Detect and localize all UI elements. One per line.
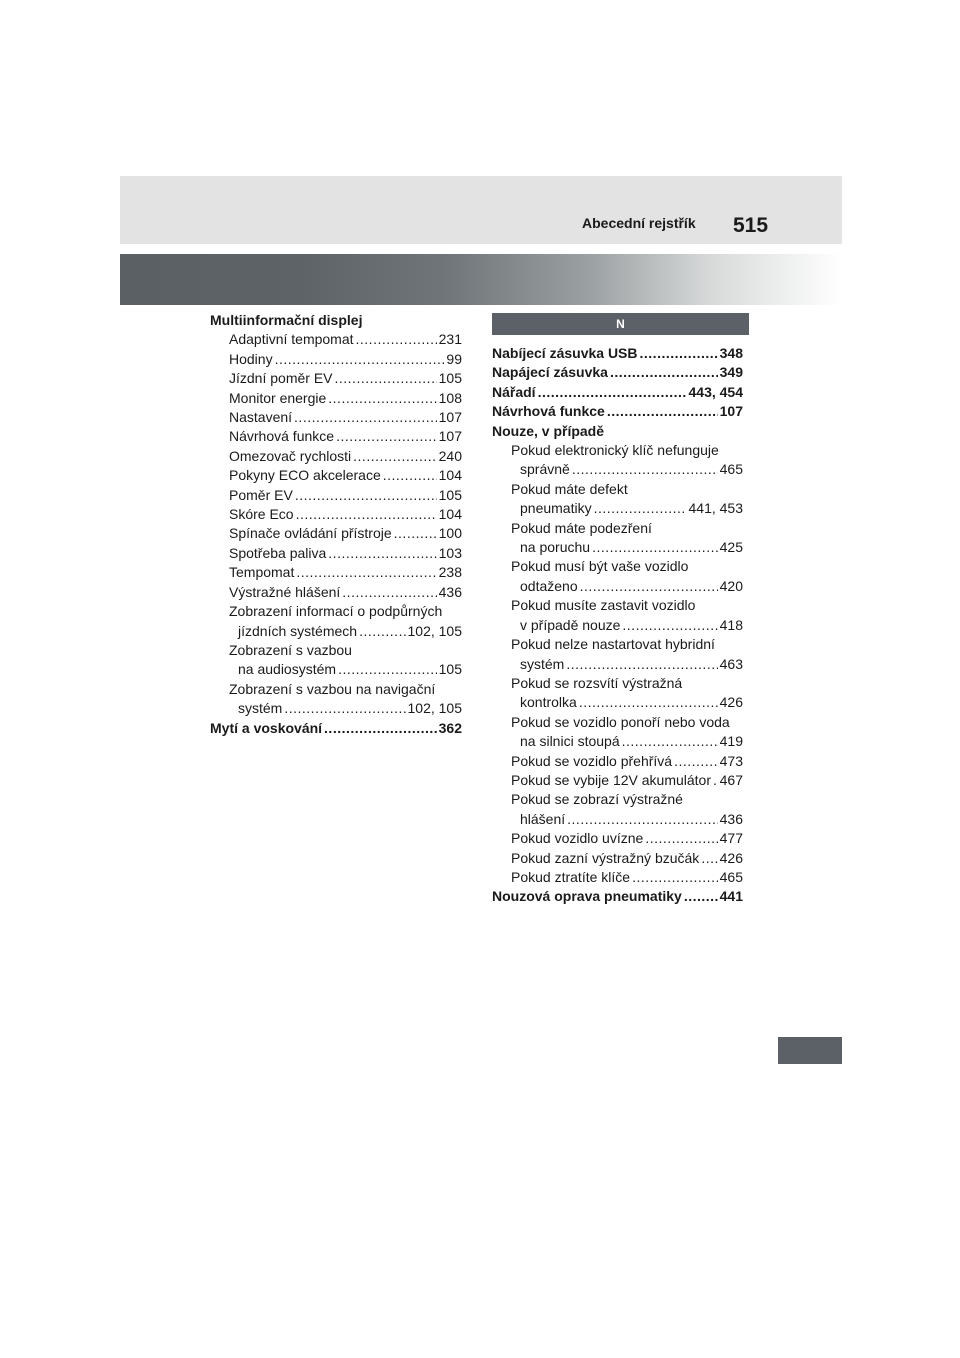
index-entry-text: odtaženo bbox=[520, 577, 578, 594]
index-entry bbox=[492, 616, 743, 635]
index-column-left bbox=[210, 311, 462, 738]
dot-leader bbox=[353, 447, 436, 466]
index-entry-page: 473 bbox=[719, 752, 743, 769]
index-entry-page: 108 bbox=[438, 389, 462, 406]
index-entry bbox=[492, 635, 743, 654]
index-entry bbox=[492, 887, 743, 906]
index-entry-text: Pokud máte podezření bbox=[511, 519, 652, 536]
index-entry-text: Spotřeba paliva bbox=[229, 544, 327, 561]
index-entry bbox=[210, 544, 462, 563]
index-entry-page: 441 bbox=[719, 888, 743, 905]
index-entry-page: 362 bbox=[438, 719, 462, 736]
index-entry bbox=[210, 369, 462, 388]
index-entry-text: Pokud vozidlo uvízne bbox=[511, 830, 644, 847]
dot-leader bbox=[328, 544, 436, 563]
dot-leader bbox=[394, 524, 437, 543]
index-entry-page: 436 bbox=[719, 810, 743, 827]
index-entry-text: Poměr EV bbox=[229, 486, 293, 503]
dot-leader bbox=[538, 383, 687, 402]
index-entry-text: kontrolka bbox=[520, 694, 577, 711]
dot-leader bbox=[640, 344, 718, 363]
index-entry-text: Zobrazení s vazbou na navigační bbox=[229, 680, 436, 697]
index-entry-text: Monitor energie bbox=[229, 389, 327, 406]
dot-leader bbox=[579, 693, 718, 712]
index-entry-page: 105 bbox=[438, 661, 462, 678]
index-entry bbox=[210, 505, 462, 524]
index-entry bbox=[210, 486, 462, 505]
index-entry bbox=[492, 810, 743, 829]
index-entry-page: 107 bbox=[719, 403, 743, 420]
index-entry bbox=[492, 538, 743, 557]
letter-heading: N bbox=[492, 313, 749, 335]
index-entry-text: Pokud zazní výstražný bzučák bbox=[511, 849, 700, 866]
index-entry bbox=[492, 829, 743, 848]
index-entry bbox=[492, 499, 743, 518]
index-entry-text: Pokud se vozidlo ponoří nebo voda bbox=[511, 713, 730, 730]
index-entry bbox=[210, 719, 462, 738]
index-entry bbox=[492, 519, 743, 538]
index-entry-page: 104 bbox=[438, 506, 462, 523]
dot-leader bbox=[296, 563, 436, 582]
index-entry-page: 463 bbox=[719, 655, 743, 672]
index-entry bbox=[492, 363, 743, 382]
dot-leader bbox=[324, 719, 437, 738]
index-entry-text: Pokud máte defekt bbox=[511, 480, 628, 497]
index-entry bbox=[492, 693, 743, 712]
index-entry-text: Skóre Eco bbox=[229, 506, 294, 523]
index-entry bbox=[210, 622, 462, 641]
index-entry-page: 467 bbox=[719, 771, 743, 788]
index-entry bbox=[492, 344, 743, 363]
index-column-right bbox=[492, 344, 743, 907]
index-entry-page: 102, 105 bbox=[407, 700, 462, 717]
index-entry bbox=[492, 849, 743, 868]
dot-leader bbox=[383, 466, 437, 485]
index-entry-page: 240 bbox=[438, 447, 462, 464]
index-entry-text: jízdních systémech bbox=[238, 622, 358, 639]
index-entry-text: Pokyny ECO akcelerace bbox=[229, 467, 381, 484]
index-entry bbox=[210, 466, 462, 485]
index-entry-text: Pokud musí být vaše vozidlo bbox=[511, 558, 689, 575]
index-entry-text: Návrhová funkce bbox=[492, 403, 605, 420]
dot-leader bbox=[328, 389, 436, 408]
index-entry-text: na silnici stoupá bbox=[520, 733, 620, 750]
index-entry bbox=[492, 771, 743, 790]
index-entry-text: Nouze, v případě bbox=[492, 422, 605, 439]
index-entry-page: 426 bbox=[719, 849, 743, 866]
section-title: Abecední rejstřík bbox=[582, 215, 696, 231]
index-entry-text: Pokud elektronický klíč nefunguje bbox=[511, 442, 719, 459]
index-entry bbox=[210, 660, 462, 679]
index-entry bbox=[492, 596, 743, 615]
index-entry-text: Multiinformační displej bbox=[210, 312, 363, 328]
index-entry-text: Omezovač rychlosti bbox=[229, 447, 352, 464]
index-entry bbox=[210, 583, 462, 602]
index-entry-text: Tempomat bbox=[229, 564, 295, 581]
index-entry bbox=[210, 311, 462, 330]
index-entry-text: na audiosystém bbox=[238, 661, 337, 678]
dot-leader bbox=[622, 732, 718, 751]
index-entry-page: 420 bbox=[719, 577, 743, 594]
index-entry-text: Pokud nelze nastartovat hybridní bbox=[511, 636, 715, 653]
gradient-band bbox=[120, 254, 842, 305]
index-entry-text: Nabíjecí zásuvka USB bbox=[492, 345, 638, 361]
dot-leader bbox=[356, 330, 437, 349]
index-entry-text: Nastavení bbox=[229, 409, 293, 426]
dot-leader bbox=[594, 499, 687, 518]
chapter-tab bbox=[778, 1037, 842, 1064]
index-entry bbox=[210, 563, 462, 582]
index-entry-page: 436 bbox=[438, 583, 462, 600]
index-entry-page: 465 bbox=[719, 461, 743, 478]
index-entry bbox=[492, 868, 743, 887]
dot-leader bbox=[713, 771, 718, 790]
dot-leader bbox=[580, 577, 718, 596]
dot-leader bbox=[684, 887, 718, 906]
index-entry-page: 102, 105 bbox=[407, 622, 462, 639]
index-entry-text: systém bbox=[520, 655, 565, 672]
index-entry-text: Nářadí bbox=[492, 383, 536, 400]
index-entry-text: Pokud se zobrazí výstražné bbox=[511, 791, 683, 808]
dot-leader bbox=[566, 655, 717, 674]
index-entry-text: Nouzová oprava pneumatiky bbox=[492, 888, 682, 905]
index-entry bbox=[492, 674, 743, 693]
index-entry bbox=[492, 402, 743, 421]
dot-leader bbox=[335, 369, 437, 388]
index-entry-text: Návrhová funkce bbox=[229, 428, 335, 445]
dot-leader bbox=[275, 350, 445, 369]
dot-leader bbox=[296, 505, 437, 524]
index-entry bbox=[210, 602, 462, 621]
index-entry-page: 105 bbox=[438, 370, 462, 387]
dot-leader bbox=[701, 849, 717, 868]
index-entry bbox=[492, 655, 743, 674]
index-entry-page: 419 bbox=[719, 733, 743, 750]
index-entry-page: 107 bbox=[438, 409, 462, 426]
index-entry-text: systém bbox=[238, 700, 283, 717]
dot-leader bbox=[359, 622, 405, 641]
index-entry-page: 465 bbox=[719, 868, 743, 885]
index-entry-text: v případě nouze bbox=[520, 616, 621, 633]
index-entry bbox=[210, 524, 462, 543]
index-entry-page: 348 bbox=[719, 345, 743, 361]
index-entry bbox=[210, 427, 462, 446]
index-entry-page: 349 bbox=[719, 364, 743, 381]
index-entry bbox=[210, 699, 462, 718]
index-entry-text: Zobrazení informací o podpůrných bbox=[229, 603, 443, 620]
index-entry-text: správně bbox=[520, 461, 570, 478]
dot-leader bbox=[294, 408, 437, 427]
dot-leader bbox=[674, 752, 718, 771]
page-number: 515 bbox=[733, 214, 769, 237]
index-entry-page: 238 bbox=[438, 564, 462, 581]
dot-leader bbox=[295, 486, 437, 505]
dot-leader bbox=[572, 460, 718, 479]
dot-leader bbox=[632, 868, 718, 887]
index-entry-page: 425 bbox=[719, 539, 743, 556]
dot-leader bbox=[338, 660, 437, 679]
index-entry bbox=[492, 752, 743, 771]
index-entry-page: 103 bbox=[438, 544, 462, 561]
index-entry bbox=[492, 383, 743, 402]
index-entry bbox=[210, 680, 462, 699]
index-entry-text: Pokud se vozidlo přehřívá bbox=[511, 752, 673, 769]
index-entry-page: 99 bbox=[446, 350, 462, 367]
index-entry bbox=[492, 422, 743, 441]
index-entry-page: 426 bbox=[719, 694, 743, 711]
index-entry-text: pneumatiky bbox=[520, 500, 592, 517]
index-entry-page: 441, 453 bbox=[688, 500, 743, 517]
dot-leader bbox=[592, 538, 718, 557]
index-entry bbox=[492, 577, 743, 596]
index-entry-text: Napájecí zásuvka bbox=[492, 364, 608, 381]
index-entry-text: Mytí a voskování bbox=[210, 719, 323, 736]
index-entry bbox=[210, 350, 462, 369]
index-entry bbox=[492, 460, 743, 479]
index-entry bbox=[210, 641, 462, 660]
index-entry-text: Zobrazení s vazbou bbox=[229, 641, 352, 658]
index-entry bbox=[492, 790, 743, 809]
index-entry-page: 443, 454 bbox=[688, 383, 743, 400]
dot-leader bbox=[622, 616, 717, 635]
index-entry bbox=[492, 557, 743, 576]
index-entry-text: Pokud se vybije 12V akumulátor bbox=[511, 771, 711, 788]
dot-leader bbox=[607, 402, 718, 421]
index-entry-text: Pokud ztratíte klíče bbox=[511, 868, 631, 885]
index-entry bbox=[492, 732, 743, 751]
index-entry bbox=[492, 441, 743, 460]
index-entry-page: 104 bbox=[438, 467, 462, 484]
index-entry-text: hlášení bbox=[520, 810, 566, 827]
dot-leader bbox=[645, 829, 717, 848]
index-entry-page: 105 bbox=[438, 486, 462, 503]
index-entry-page: 100 bbox=[438, 525, 462, 542]
index-entry-text: Výstražné hlášení bbox=[229, 583, 341, 600]
index-entry-text: Spínače ovládání přístroje bbox=[229, 525, 392, 542]
index-entry-text: na poruchu bbox=[520, 539, 591, 556]
index-entry bbox=[210, 447, 462, 466]
dot-leader bbox=[610, 363, 718, 382]
index-entry-text: Jízdní poměr EV bbox=[229, 370, 333, 387]
index-entry bbox=[210, 330, 462, 349]
dot-leader bbox=[567, 810, 717, 829]
index-entry-page: 231 bbox=[438, 331, 462, 348]
index-entry bbox=[210, 408, 462, 427]
dot-leader bbox=[342, 583, 436, 602]
index-entry bbox=[492, 713, 743, 732]
dot-leader bbox=[336, 427, 437, 446]
index-entry bbox=[210, 389, 462, 408]
index-entry bbox=[492, 480, 743, 499]
dot-leader bbox=[284, 699, 405, 718]
index-entry-page: 477 bbox=[719, 830, 743, 847]
index-entry-text: Pokud se rozsvítí výstražná bbox=[511, 674, 683, 691]
index-entry-text: Pokud musíte zastavit vozidlo bbox=[511, 597, 696, 614]
index-entry-page: 418 bbox=[719, 616, 743, 633]
index-entry-page: 107 bbox=[438, 428, 462, 445]
index-entry-text: Hodiny bbox=[229, 350, 273, 367]
index-entry-text: Adaptivní tempomat bbox=[229, 331, 354, 348]
